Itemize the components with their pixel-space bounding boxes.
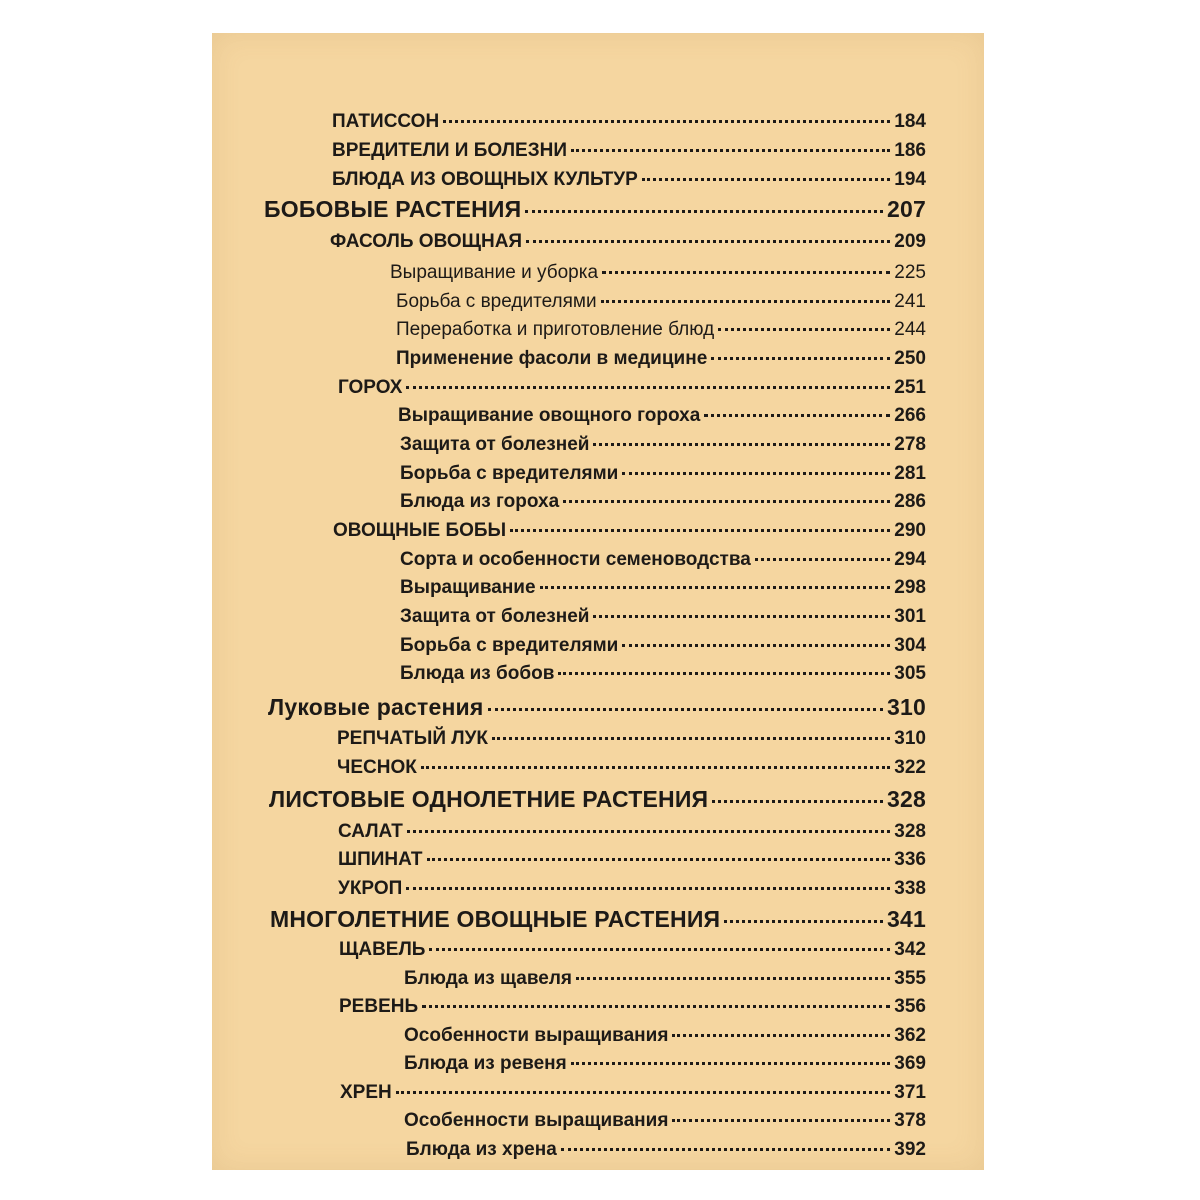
- toc-entry-title: Блюда из хрена: [406, 1139, 557, 1160]
- toc-leader-dots: [704, 395, 890, 417]
- toc-entry-title: Выращивание овощного гороха: [398, 405, 701, 426]
- table-of-contents: [212, 33, 984, 1170]
- toc-page-number: 355: [894, 968, 926, 989]
- toc-entry-title: Луковые растения: [268, 694, 484, 720]
- toc-entry-title: УКРОП: [338, 878, 403, 899]
- toc-entry-title: Выращивание: [400, 577, 536, 598]
- toc-entry: [332, 105, 926, 133]
- toc-leader-dots: [672, 1100, 890, 1122]
- toc-entry-title: Борьба с вредителями: [400, 635, 619, 656]
- toc-page-number: 281: [894, 463, 926, 484]
- toc-page-number: 371: [894, 1082, 926, 1103]
- toc-leader-dots: [622, 625, 890, 647]
- toc-leader-dots: [601, 281, 891, 303]
- toc-entry: [339, 990, 926, 1018]
- toc-leader-dots: [712, 777, 883, 803]
- toc-leader-dots: [571, 130, 890, 152]
- toc-page-number: 305: [894, 663, 926, 684]
- toc-leader-dots: [429, 929, 890, 951]
- toc-page-number: 290: [894, 520, 926, 541]
- toc-page-number: 184: [894, 111, 926, 132]
- toc-entry: [330, 225, 926, 253]
- toc-leader-dots: [525, 187, 883, 213]
- toc-leader-dots: [571, 1043, 891, 1065]
- toc-page-number: 225: [894, 262, 926, 283]
- toc-page-number: 356: [894, 996, 926, 1017]
- toc-entry: [400, 571, 926, 599]
- toc-leader-dots: [407, 811, 890, 833]
- toc-entry-title: ШПИНАТ: [338, 849, 423, 870]
- toc-page-number: 328: [894, 821, 926, 842]
- toc-entry: [338, 843, 926, 871]
- toc-page-number: 286: [894, 491, 926, 512]
- toc-page-number: 209: [894, 231, 926, 252]
- toc-leader-dots: [421, 747, 890, 769]
- toc-entry-title: Сорта и особенности семеноводства: [400, 549, 751, 570]
- toc-page-number: 251: [894, 377, 926, 398]
- toc-entry: [404, 1047, 926, 1075]
- toc-entry-title: ХРЕН: [340, 1082, 392, 1103]
- toc-entry: [264, 191, 926, 223]
- toc-page-number: 207: [887, 196, 926, 222]
- toc-entry-title: Борьба с вредителями: [396, 291, 597, 312]
- toc-entry-title: Применение фасоли в медицине: [396, 348, 708, 369]
- toc-entry: [404, 1104, 926, 1132]
- toc-entry-title: Блюда из ревеня: [404, 1053, 567, 1074]
- toc-entry-title: БОБОВЫЕ РАСТЕНИЯ: [264, 196, 522, 222]
- toc-entry-title: ЛИСТОВЫЕ ОДНОЛЕТНИЕ РАСТЕНИЯ: [269, 786, 709, 812]
- toc-page-number: 194: [894, 169, 926, 190]
- toc-leader-dots: [406, 868, 890, 890]
- toc-page-number: 310: [887, 694, 926, 720]
- toc-page-number: 244: [894, 319, 926, 340]
- toc-entry: [406, 1133, 926, 1161]
- toc-leader-dots: [642, 159, 891, 181]
- toc-entry-title: ВРЕДИТЕЛИ И БОЛЕЗНИ: [332, 140, 567, 161]
- toc-entry: [338, 872, 926, 900]
- toc-entry-title: ГОРОХ: [338, 377, 403, 398]
- toc-leader-dots: [488, 685, 884, 711]
- toc-leader-dots: [443, 101, 890, 123]
- toc-page-number: 241: [894, 291, 926, 312]
- toc-entry-title: САЛАТ: [338, 821, 403, 842]
- toc-leader-dots: [576, 958, 890, 980]
- toc-entry-title: Защита от болезней: [400, 434, 590, 455]
- toc-entry-title: Выращивание и уборка: [390, 262, 599, 283]
- toc-page-number: 266: [894, 405, 926, 426]
- toc-page-number: 278: [894, 434, 926, 455]
- toc-entry-title: Блюда из гороха: [400, 491, 560, 512]
- toc-entry-title: Блюда из щавеля: [404, 968, 572, 989]
- toc-leader-dots: [427, 839, 891, 861]
- toc-entry-title: Переработка и приготовление блюд: [396, 319, 715, 340]
- toc-leader-dots: [622, 453, 890, 475]
- toc-leader-dots: [672, 1015, 890, 1037]
- toc-entry: [398, 399, 926, 427]
- toc-leader-dots: [755, 539, 890, 561]
- toc-leader-dots: [718, 309, 890, 331]
- toc-entry-title: РЕВЕНЬ: [339, 996, 419, 1017]
- toc-entry-title: Борьба с вредителями: [400, 463, 619, 484]
- toc-entry-title: Особенности выращивания: [404, 1110, 669, 1131]
- toc-page-number: 338: [894, 878, 926, 899]
- toc-entry-title: ФАСОЛЬ ОВОЩНАЯ: [330, 231, 523, 252]
- toc-leader-dots: [561, 1129, 891, 1151]
- toc-leader-dots: [558, 653, 890, 675]
- toc-page-number: 328: [887, 786, 926, 812]
- toc-entry: [337, 751, 926, 779]
- toc-page-number: 298: [894, 577, 926, 598]
- toc-entry: [390, 256, 926, 284]
- toc-leader-dots: [602, 252, 890, 274]
- toc-entry-title: Защита от болезней: [400, 606, 590, 627]
- toc-page-number: 310: [894, 728, 926, 749]
- toc-entry-title: БЛЮДА ИЗ ОВОЩНЫХ КУЛЬТУР: [332, 169, 638, 190]
- toc-page-number: 304: [894, 635, 926, 656]
- toc-entry: [396, 313, 926, 341]
- toc-leader-dots: [492, 718, 890, 740]
- toc-leader-dots: [724, 897, 883, 923]
- toc-entry: [269, 781, 926, 813]
- toc-entry-title: ЩАВЕЛЬ: [339, 939, 426, 960]
- toc-leader-dots: [711, 338, 890, 360]
- toc-page-number: 341: [887, 906, 926, 932]
- toc-leader-dots: [510, 510, 890, 532]
- toc-entry: [332, 134, 926, 162]
- toc-entry-title: МНОГОЛЕТНИЕ ОВОЩНЫЕ РАСТЕНИЯ: [270, 906, 721, 932]
- toc-page-number: 369: [894, 1053, 926, 1074]
- toc-page-number: 342: [894, 939, 926, 960]
- toc-page-number: 336: [894, 849, 926, 870]
- toc-leader-dots: [563, 481, 890, 503]
- toc-leader-dots: [593, 596, 890, 618]
- toc-entry: [337, 722, 926, 750]
- toc-entry-title: Особенности выращивания: [404, 1025, 669, 1046]
- toc-entry: [400, 485, 926, 513]
- toc-leader-dots: [540, 567, 891, 589]
- toc-leader-dots: [526, 221, 890, 243]
- toc-page-number: 362: [894, 1025, 926, 1046]
- toc-entry: [400, 428, 926, 456]
- toc-leader-dots: [396, 1072, 891, 1094]
- toc-entry: [396, 342, 926, 370]
- toc-page-number: 322: [894, 757, 926, 778]
- toc-page-number: 392: [894, 1139, 926, 1160]
- toc-leader-dots: [593, 424, 890, 446]
- toc-leader-dots: [422, 986, 890, 1008]
- toc-entry: [400, 657, 926, 685]
- toc-entry: [400, 600, 926, 628]
- toc-page-number: 294: [894, 549, 926, 570]
- toc-entry-title: ОВОЩНЫЕ БОБЫ: [333, 520, 507, 541]
- toc-page-number: 186: [894, 140, 926, 161]
- toc-entry-title: ПАТИССОН: [332, 111, 440, 132]
- toc-entry: [268, 689, 926, 721]
- toc-entry-title: РЕПЧАТЫЙ ЛУК: [337, 728, 489, 749]
- toc-page-number: 301: [894, 606, 926, 627]
- toc-entry: [333, 514, 926, 542]
- toc-entry: [339, 933, 926, 961]
- toc-page-number: 250: [894, 348, 926, 369]
- toc-page-number: 378: [894, 1110, 926, 1131]
- toc-leader-dots: [406, 367, 890, 389]
- toc-entry-title: ЧЕСНОК: [337, 757, 417, 778]
- toc-entry-title: Блюда из бобов: [400, 663, 555, 684]
- book-page: [212, 33, 984, 1170]
